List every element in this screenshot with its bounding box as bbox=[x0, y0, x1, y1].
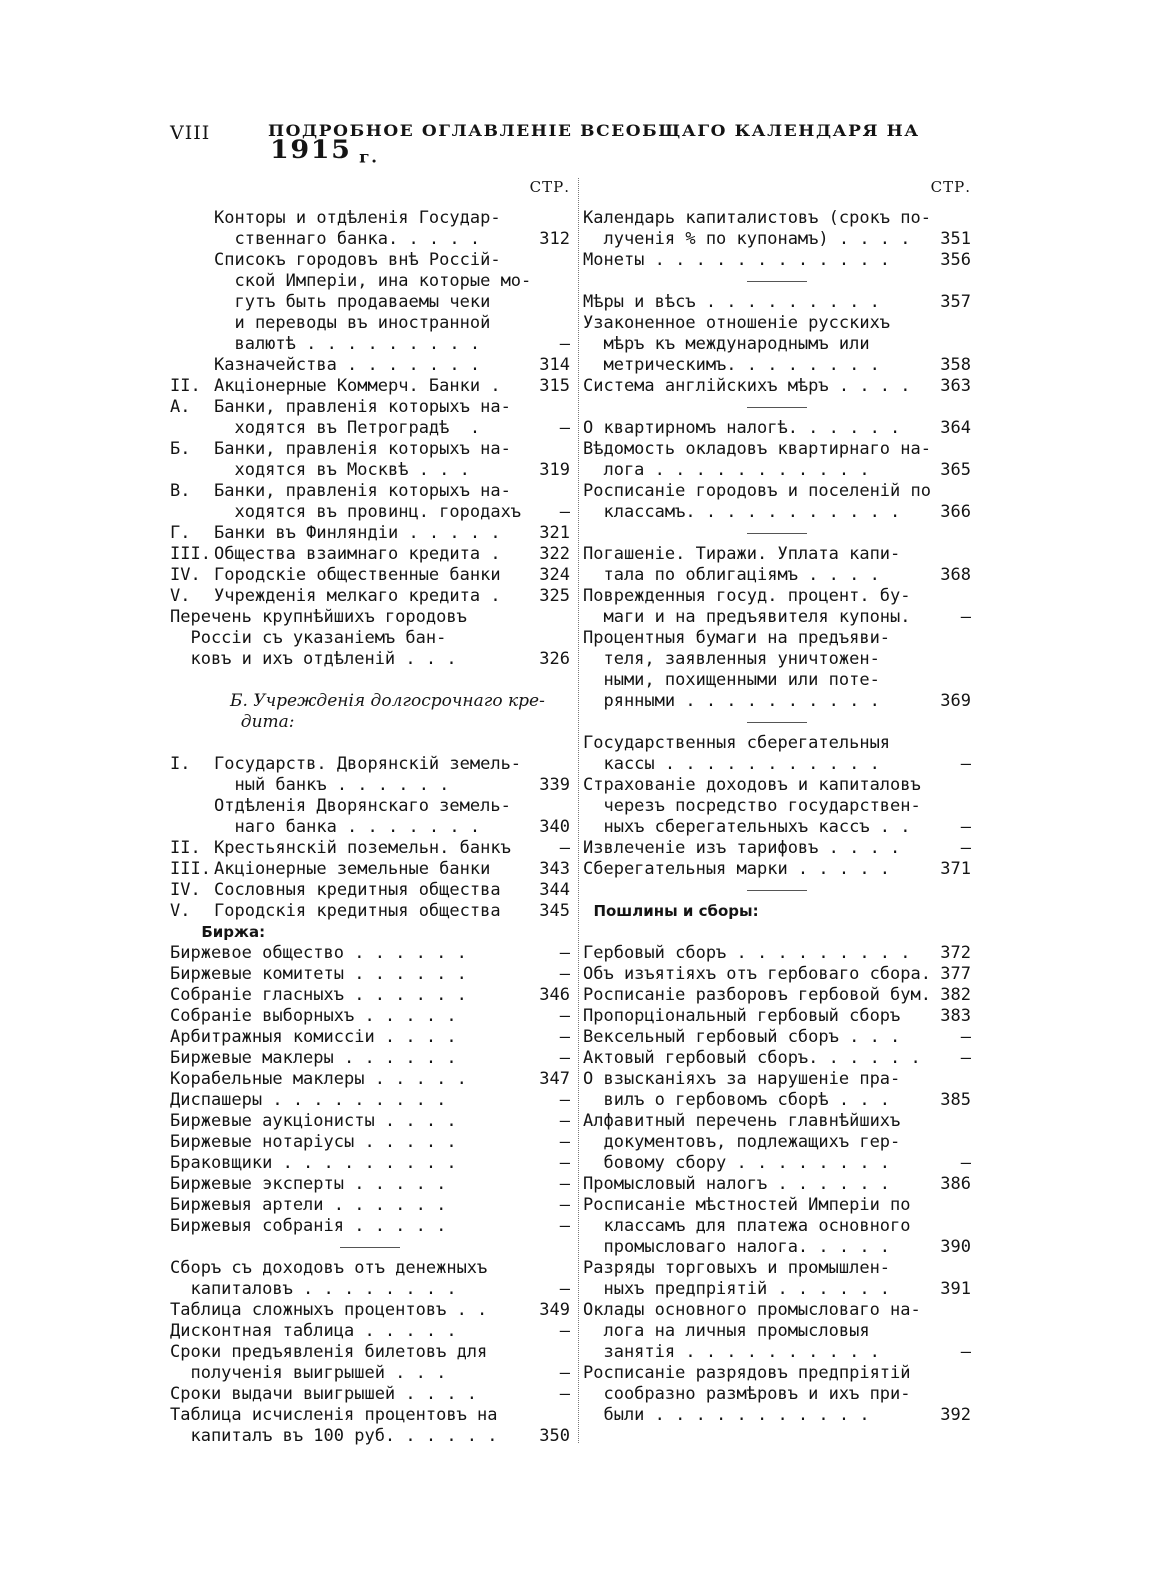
toc-entry bbox=[170, 922, 570, 943]
toc-entry-page: 382 bbox=[940, 985, 971, 1005]
toc-entry-page: — bbox=[559, 964, 570, 984]
toc-entry-page: 366 bbox=[940, 502, 971, 522]
toc-entry bbox=[170, 1048, 570, 1069]
left-page-label: СТР. bbox=[529, 178, 570, 196]
toc-entry bbox=[170, 1153, 570, 1174]
toc-entry bbox=[583, 943, 971, 964]
toc-entry-title: Биржевые эксперты . . . . . bbox=[170, 1174, 447, 1194]
toc-entry bbox=[170, 796, 570, 838]
toc-entry-page: — bbox=[960, 817, 971, 837]
toc-entry-title: Государственныя сберегательныя кассы . . . . . . . . . . . bbox=[583, 733, 891, 774]
toc-entry-title: Промысловый налогъ . . . . . . bbox=[583, 1174, 891, 1194]
toc-entry-page: 390 bbox=[940, 1237, 971, 1257]
toc-entry bbox=[170, 964, 570, 985]
toc-entry bbox=[583, 1006, 971, 1027]
toc-entry-page: 383 bbox=[940, 1006, 971, 1026]
toc-entry bbox=[583, 418, 971, 439]
toc-entry-title: Городскіе общественные банки bbox=[214, 565, 501, 585]
toc-entry-number: V. bbox=[170, 901, 191, 921]
toc-entry-title: Б. Учрежденія долгосрочнаго кре- дита: bbox=[230, 691, 545, 732]
toc-entry-page: 343 bbox=[539, 859, 570, 879]
toc-entry-page: 368 bbox=[940, 565, 971, 585]
toc-entry-title: Биржевые маклеры . . . . . . bbox=[170, 1048, 457, 1068]
toc-entry bbox=[583, 838, 971, 859]
toc-entry bbox=[170, 1132, 570, 1153]
toc-entry bbox=[170, 1321, 570, 1342]
toc-entry-title: Биржевое общество . . . . . . bbox=[170, 943, 467, 963]
toc-entry bbox=[170, 1216, 570, 1237]
toc-entry-title: Таблица сложныхъ процентовъ . . bbox=[170, 1300, 488, 1320]
toc-entry bbox=[583, 1111, 971, 1174]
toc-entry-page: — bbox=[559, 1174, 570, 1194]
toc-entry-page: 371 bbox=[940, 859, 971, 879]
toc-entry-page: 344 bbox=[539, 880, 570, 900]
toc-entry-page: 340 bbox=[539, 817, 570, 837]
toc-entry-number: В. bbox=[170, 481, 191, 501]
toc-entry bbox=[170, 565, 570, 586]
toc-entry bbox=[170, 943, 570, 964]
toc-entry-title: Календарь капиталистовъ (срокъ по- лученія % по купонамъ) . . . . bbox=[583, 208, 931, 249]
toc-entry bbox=[583, 1027, 971, 1048]
toc-entry bbox=[583, 1069, 971, 1111]
section-gap bbox=[583, 523, 971, 544]
toc-entry-page: — bbox=[559, 1006, 570, 1026]
toc-entry-title: Страхованіе доходовъ и капиталовъ черезъ посредство государствен- ныхъ сберегательныхъ кассъ . . bbox=[583, 775, 921, 837]
toc-entry-page: 351 bbox=[940, 229, 971, 249]
toc-entry-title: Извлеченіе изъ тарифовъ . . . . bbox=[583, 838, 901, 858]
toc-entry bbox=[170, 1069, 570, 1090]
toc-entry-title: Арбитражныя комиссіи . . . . bbox=[170, 1027, 457, 1047]
toc-entry bbox=[583, 1174, 971, 1195]
toc-entry-page: — bbox=[960, 838, 971, 858]
toc-entry bbox=[170, 1174, 570, 1195]
section-gap bbox=[583, 922, 971, 943]
toc-entry-page: 326 bbox=[539, 649, 570, 669]
toc-entry-title: Поврежденныя госуд. процент. бу- маги и на предъявителя купоны. bbox=[583, 586, 911, 627]
toc-entry bbox=[583, 439, 971, 481]
toc-entry-page: 314 bbox=[539, 355, 570, 375]
toc-entry-page: — bbox=[559, 1090, 570, 1110]
toc-entry-title: Росписаніе городовъ и поселеній по классамъ. . . . . . . . . . . bbox=[583, 481, 931, 522]
toc-entry-page: 315 bbox=[539, 376, 570, 396]
toc-entry bbox=[170, 880, 570, 901]
column-divider bbox=[578, 178, 580, 1443]
toc-entry-title: Акціонерные земельные банки bbox=[214, 859, 491, 879]
running-title bbox=[268, 122, 970, 169]
toc-entry-page: — bbox=[559, 1132, 570, 1152]
toc-entry-title: Списокъ городовъ внѣ Россій- ской Имперіи, ина которые мо- гутъ быть продаваемы чеки и переводы въ иностранной валютѣ . . . . . . . . . bbox=[214, 250, 532, 354]
page-number: VIII bbox=[170, 122, 211, 144]
toc-entry-page: — bbox=[559, 1048, 570, 1068]
toc-entry bbox=[170, 1111, 570, 1132]
toc-entry-page: — bbox=[960, 1342, 971, 1362]
toc-entry-number: IV. bbox=[170, 565, 201, 585]
toc-entry bbox=[170, 1195, 570, 1216]
toc-entry-page: 392 bbox=[940, 1405, 971, 1425]
right-column-header bbox=[583, 178, 971, 208]
toc-entry-page: 350 bbox=[539, 1426, 570, 1446]
toc-entry-page: — bbox=[559, 1363, 570, 1383]
toc-entry-title: Система англійскихъ мѣръ . . . . bbox=[583, 376, 911, 396]
toc-entry-page: — bbox=[559, 418, 570, 438]
toc-entry bbox=[170, 1027, 570, 1048]
toc-entry-title: Диспашеры . . . . . . . . . bbox=[170, 1090, 447, 1110]
toc-entry-title: Государств. Дворянскій земель- ный банкъ . . . . . . bbox=[214, 754, 522, 795]
toc-entry-number: А. bbox=[170, 397, 191, 417]
toc-entry-title: Монеты . . . . . . . . . . . . bbox=[583, 250, 891, 270]
toc-entry-title: Банки, правленія которыхъ на- ходятся въ провинц. городахъ bbox=[214, 481, 522, 522]
toc-entry-title: Дисконтная таблица . . . . . bbox=[170, 1321, 457, 1341]
toc-entry-page: 322 bbox=[539, 544, 570, 564]
toc-entry-page: — bbox=[559, 1384, 570, 1404]
toc-entry-page: — bbox=[559, 1195, 570, 1215]
toc-entry-number: II. bbox=[170, 838, 201, 858]
right-entries bbox=[583, 208, 971, 1426]
section-separator bbox=[747, 722, 807, 723]
toc-entry-page: — bbox=[559, 1279, 570, 1299]
toc-entry bbox=[170, 355, 570, 376]
toc-entry-page: — bbox=[559, 838, 570, 858]
toc-entry bbox=[170, 754, 570, 796]
toc-entry-number: IV. bbox=[170, 880, 201, 900]
toc-entry-title: Пропорціональный гербовый сборъ bbox=[583, 1006, 901, 1026]
toc-entry-page: 391 bbox=[940, 1279, 971, 1299]
toc-entry-title: Погашеніе. Тиражи. Уплата капи- тала по облигаціямъ . . . . bbox=[583, 544, 901, 585]
section-gap bbox=[170, 733, 570, 754]
toc-entry bbox=[583, 901, 971, 922]
toc-entry bbox=[583, 376, 971, 397]
toc-entry-title: Крестьянскій поземельн. банкъ bbox=[214, 838, 511, 858]
section-separator bbox=[747, 281, 807, 282]
toc-entry-title: Биржевые нотаріусы . . . . . bbox=[170, 1132, 457, 1152]
toc-entry-page: 319 bbox=[539, 460, 570, 480]
toc-entry-page: 385 bbox=[940, 1090, 971, 1110]
toc-entry-page: 365 bbox=[940, 460, 971, 480]
toc-entry-number: I. bbox=[170, 754, 191, 774]
toc-entry bbox=[583, 775, 971, 838]
toc-entry-page: — bbox=[960, 1027, 971, 1047]
toc-entry-number: Б. bbox=[170, 439, 191, 459]
toc-entry-title: Казначейства . . . . . . . bbox=[214, 355, 481, 375]
toc-entry-page: — bbox=[559, 502, 570, 522]
right-page-label: СТР. bbox=[930, 178, 971, 196]
toc-entry bbox=[583, 313, 971, 376]
toc-entry-title: Сроки предъявленія билетовъ для полученія выигрышей . . . bbox=[170, 1342, 488, 1383]
toc-entry-page: — bbox=[559, 1153, 570, 1173]
toc-entry bbox=[170, 1384, 570, 1405]
toc-entry-page: 363 bbox=[940, 376, 971, 396]
toc-entry-page: 356 bbox=[940, 250, 971, 270]
toc-entry bbox=[170, 691, 570, 733]
toc-entry bbox=[170, 481, 570, 523]
section-gap bbox=[170, 1237, 570, 1258]
toc-entry-page: 346 bbox=[539, 985, 570, 1005]
toc-entry-title: Сберегательныя марки . . . . . bbox=[583, 859, 891, 879]
toc-entry-title: Сборъ съ доходовъ отъ денежныхъ капиталовъ . . . . . . . . bbox=[170, 1258, 488, 1299]
section-gap bbox=[583, 712, 971, 733]
toc-entry bbox=[170, 376, 570, 397]
toc-entry-title: Браковщики . . . . . . . . . bbox=[170, 1153, 457, 1173]
left-column-header bbox=[170, 178, 570, 208]
toc-entry bbox=[170, 985, 570, 1006]
running-title-suffix: г. bbox=[359, 148, 379, 168]
toc-entry-page: — bbox=[960, 754, 971, 774]
toc-entry-title: Конторы и отдѣленія Государ- ственнаго банка. . . . . bbox=[214, 208, 501, 249]
toc-entry bbox=[170, 208, 570, 250]
toc-entry-number: Г. bbox=[170, 523, 191, 543]
toc-entry-page: — bbox=[559, 1111, 570, 1131]
toc-entry-page: — bbox=[559, 334, 570, 354]
toc-entry-number: II. bbox=[170, 376, 201, 396]
toc-entry-title: Пошлины и сборы: bbox=[583, 902, 759, 920]
left-column bbox=[170, 178, 570, 1447]
toc-entry-title: Сроки выдачи выигрышей . . . . bbox=[170, 1384, 478, 1404]
toc-entry-title: Росписаніе разрядовъ предпріятій сообразно размѣровъ и ихъ при- были . . . . . . . . . . . bbox=[583, 1363, 911, 1425]
section-gap bbox=[170, 670, 570, 691]
toc-entry-page: 347 bbox=[539, 1069, 570, 1089]
toc-entry bbox=[583, 208, 971, 250]
toc-entry-title: Росписаніе мѣстностей Имперіи по классамъ для платежа основного промысловаго налога. . . . . bbox=[583, 1195, 911, 1257]
toc-entry bbox=[170, 1300, 570, 1321]
section-gap bbox=[583, 271, 971, 292]
toc-entry-title: Биржевые аукціонисты . . . . bbox=[170, 1111, 457, 1131]
toc-entry-title: Акціонерные Коммерч. Банки . bbox=[214, 376, 501, 396]
toc-entry-title: Биржевыя артели . . . . . . bbox=[170, 1195, 447, 1215]
toc-entry-title: Сословныя кредитныя общества bbox=[214, 880, 501, 900]
toc-entry bbox=[583, 985, 971, 1006]
toc-entry bbox=[583, 250, 971, 271]
toc-entry-title: Банки, правленія которыхъ на- ходятся въ Москвѣ . . . bbox=[214, 439, 511, 480]
section-separator bbox=[747, 890, 807, 891]
toc-entry bbox=[583, 964, 971, 985]
toc-entry bbox=[170, 901, 570, 922]
toc-entry-title: Банки, правленія которыхъ на- ходятся въ Петроградѣ . bbox=[214, 397, 511, 438]
toc-entry bbox=[170, 586, 570, 607]
toc-entry bbox=[170, 250, 570, 355]
toc-entry-title: Собраніе выборныхъ . . . . . bbox=[170, 1006, 457, 1026]
toc-entry-title: Вексельный гербовый сборъ . . . bbox=[583, 1027, 901, 1047]
toc-entry bbox=[170, 838, 570, 859]
toc-entry bbox=[583, 292, 971, 313]
toc-entry-page: 377 bbox=[940, 964, 971, 984]
toc-entry-title: Городскія кредитныя общества bbox=[214, 901, 501, 921]
toc-entry-page: — bbox=[960, 1153, 971, 1173]
toc-entry bbox=[170, 1090, 570, 1111]
toc-entry bbox=[583, 1048, 971, 1069]
toc-entry bbox=[583, 544, 971, 586]
running-title-text: ПОДРОБНОЕ ОГЛАВЛЕНІЕ ВСЕОБЩАГО КАЛЕНДАРЯ НА bbox=[268, 122, 920, 141]
toc-entry-title: Собраніе гласныхъ . . . . . . bbox=[170, 985, 467, 1005]
toc-entry-number: V. bbox=[170, 586, 191, 606]
toc-entry-title: Вѣдомость окладовъ квартирнаго на- лога . . . . . . . . . . . bbox=[583, 439, 931, 480]
right-column bbox=[583, 178, 971, 1426]
toc-entry-page: — bbox=[559, 1216, 570, 1236]
toc-entry bbox=[170, 1258, 570, 1300]
toc-entry-page: 369 bbox=[940, 691, 971, 711]
toc-entry-page: 321 bbox=[539, 523, 570, 543]
toc-entry bbox=[170, 1342, 570, 1384]
toc-entry-title: О взысканіяхъ за нарушеніе пра- вилъ о гербовомъ сборѣ . . . bbox=[583, 1069, 901, 1110]
toc-entry-title: Перечень крупнѣйшихъ городовъ Россіи съ указаніемъ бан- ковъ и ихъ отдѣленій . . . bbox=[170, 607, 467, 669]
toc-entry-page: 345 bbox=[539, 901, 570, 921]
toc-entry-page: 325 bbox=[539, 586, 570, 606]
toc-entry-title: Мѣры и вѣсъ . . . . . . . . . bbox=[583, 292, 880, 312]
section-separator bbox=[340, 1247, 400, 1248]
toc-entry bbox=[583, 1195, 971, 1258]
toc-entry bbox=[170, 607, 570, 670]
toc-entry bbox=[170, 859, 570, 880]
toc-entry bbox=[583, 628, 971, 712]
toc-entry-page: 312 bbox=[539, 229, 570, 249]
toc-entry bbox=[583, 1258, 971, 1300]
toc-entry-title: Объ изъятіяхъ отъ гербоваго сбора. bbox=[583, 964, 931, 984]
toc-entry-page: 372 bbox=[940, 943, 971, 963]
toc-entry-title: Общества взаимнаго кредита . bbox=[214, 544, 501, 564]
toc-entry-page: — bbox=[559, 1321, 570, 1341]
toc-entry bbox=[170, 397, 570, 439]
toc-entry-title: Гербовый сборъ . . . . . . . . . bbox=[583, 943, 911, 963]
section-gap bbox=[583, 880, 971, 901]
toc-entry-title: Росписаніе разборовъ гербовой бум. bbox=[583, 985, 931, 1005]
toc-entry-title: Корабельные маклеры . . . . . bbox=[170, 1069, 467, 1089]
toc-entry bbox=[583, 859, 971, 880]
toc-entry-page: — bbox=[559, 943, 570, 963]
toc-entry-title: Учрежденія мелкаго кредита . bbox=[214, 586, 501, 606]
toc-entry-title: Банки въ Финляндіи . . . . . bbox=[214, 523, 501, 543]
toc-entry bbox=[170, 1405, 570, 1447]
section-gap bbox=[583, 397, 971, 418]
toc-entry-title: Процентныя бумаги на предъяви- теля, заявленныя уничтожен- ными, похищенными или поте- рянными . . . . . . . . . . bbox=[583, 628, 891, 711]
toc-entry bbox=[170, 439, 570, 481]
toc-entry-page: 386 bbox=[940, 1174, 971, 1194]
toc-entry-title: Отдѣленія Дворянскаго земель- наго банка . . . . . . . bbox=[214, 796, 511, 837]
toc-entry bbox=[583, 481, 971, 523]
toc-entry-page: 324 bbox=[539, 565, 570, 585]
toc-entry-title: Биржевые комитеты . . . . . . bbox=[170, 964, 467, 984]
section-separator bbox=[747, 533, 807, 534]
toc-entry bbox=[583, 733, 971, 775]
toc-entry bbox=[583, 1363, 971, 1426]
toc-entry bbox=[583, 1300, 971, 1363]
toc-entry-page: 357 bbox=[940, 292, 971, 312]
toc-entry-page: — bbox=[559, 1027, 570, 1047]
toc-entry-page: — bbox=[960, 1048, 971, 1068]
toc-entry bbox=[170, 523, 570, 544]
toc-entry-title: Узаконенное отношеніе русскихъ мѣръ къ международнымъ или метрическимъ. . . . . . . . bbox=[583, 313, 891, 375]
toc-entry-title: О квартирномъ налогѣ. . . . . . bbox=[583, 418, 901, 438]
toc-entry-number: III. bbox=[170, 544, 211, 564]
page-header bbox=[170, 112, 970, 168]
toc-entry-title: Актовый гербовый сборъ. . . . . . bbox=[583, 1048, 921, 1068]
toc-entry-title: Таблица исчисленія процентовъ на капиталъ въ 100 руб. . . . . . bbox=[170, 1405, 498, 1446]
toc-entry-page: — bbox=[960, 607, 971, 627]
toc-entry-page: 364 bbox=[940, 418, 971, 438]
left-entries bbox=[170, 208, 570, 1447]
toc-entry-title: Биржа: bbox=[170, 923, 266, 941]
toc-entry-title: Оклады основного промысловаго на- лога на личныя промысловыя занятія . . . . . . . . . . bbox=[583, 1300, 921, 1362]
toc-entry bbox=[170, 1006, 570, 1027]
section-separator bbox=[747, 407, 807, 408]
toc-entry-number: III. bbox=[170, 859, 211, 879]
running-title-year: 1915 bbox=[270, 135, 352, 165]
toc-entry bbox=[583, 586, 971, 628]
toc-entry-title: Биржевыя собранія . . . . . bbox=[170, 1216, 447, 1236]
toc-entry-title: Разряды торговыхъ и промышлен- ныхъ предпріятій . . . . . . bbox=[583, 1258, 891, 1299]
toc-entry-page: 358 bbox=[940, 355, 971, 375]
toc-entry-title: Алфавитный перечень главнѣйшихъ документовъ, подлежащихъ гер- бовому сбору . . . . . . . . bbox=[583, 1111, 901, 1173]
toc-entry-page: 339 bbox=[539, 775, 570, 795]
toc-entry bbox=[170, 544, 570, 565]
toc-entry-page: 349 bbox=[539, 1300, 570, 1320]
